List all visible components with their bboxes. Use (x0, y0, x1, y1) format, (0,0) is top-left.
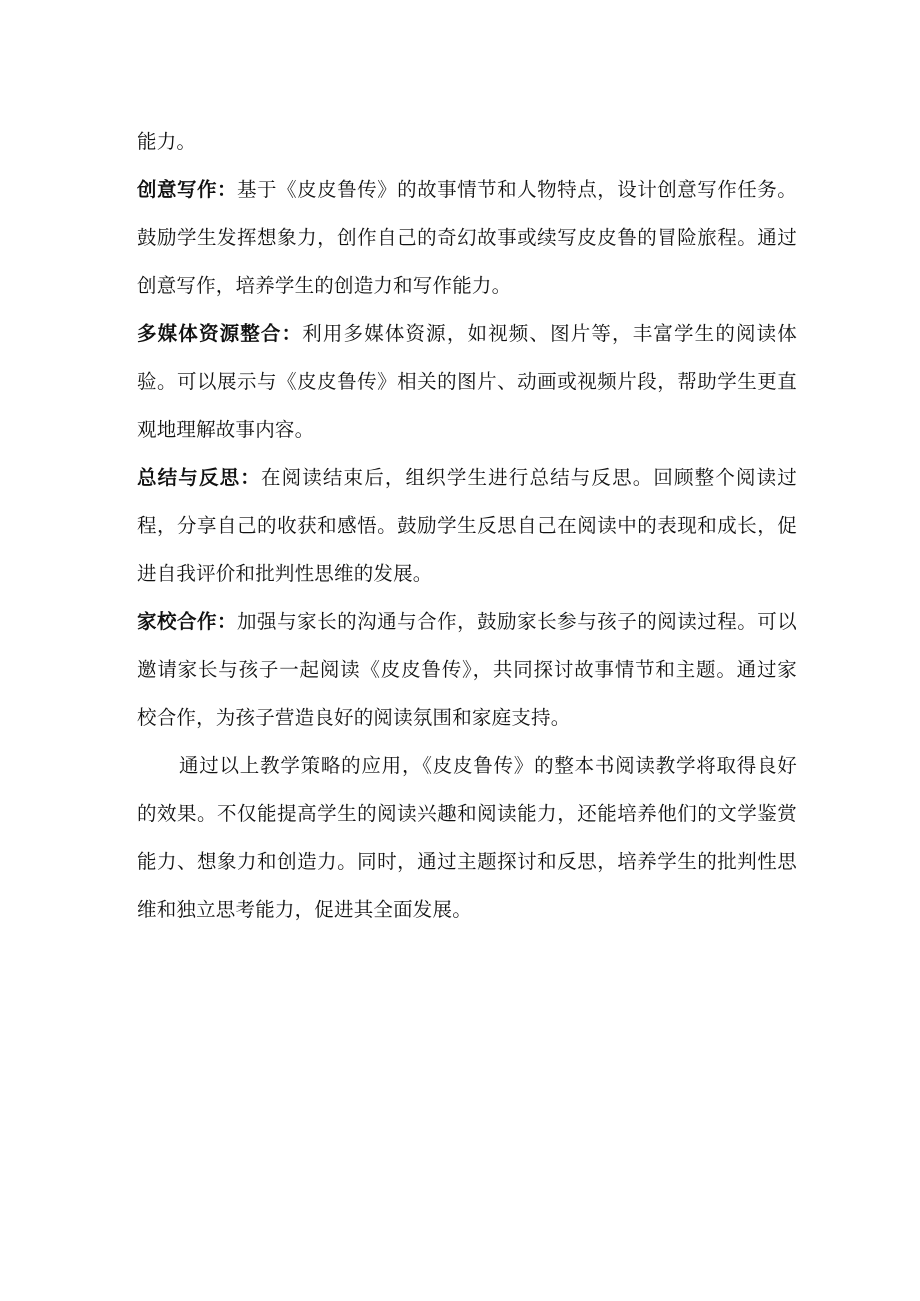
paragraph-text: 基于《皮皮鲁传》的故事情节和人物特点，设计创意写作任务。鼓励学生发挥想象力，创作自己的奇幻故事或续写皮皮鲁的冒险旅程。通过创意写作，培养学生的创造力和写作能力。 (137, 178, 797, 297)
paragraph-text: 在阅读结束后，组织学生进行总结与反思。回顾整个阅读过程，分享自己的收获和感悟。鼓励学生反思自己在阅读中的表现和成长，促进自我评价和批判性思维的发展。 (137, 466, 798, 585)
paragraph-continuation (137, 118, 797, 166)
paragraph-term: 家校合作： (137, 610, 238, 633)
paragraph-multimedia (137, 310, 797, 454)
paragraph-conclusion (137, 742, 797, 934)
document-body (137, 118, 797, 934)
paragraph-summary-reflection (137, 454, 797, 598)
paragraph-home-school (137, 598, 797, 742)
paragraph-text: 通过以上教学策略的应用，《皮皮鲁传》的整本书阅读教学将取得良好的效果。不仅能提高学生的阅读兴趣和阅读能力，还能培养他们的文学鉴赏能力、想象力和创造力。同时，通过主题探讨和反思，培养学生的批判性思维和独立思考能力，促进其全面发展。 (137, 754, 797, 921)
paragraph-term: 创意写作： (137, 178, 238, 201)
paragraph-creative-writing (137, 166, 797, 310)
paragraph-text: 加强与家长的沟通与合作，鼓励家长参与孩子的阅读过程。可以邀请家长与孩子一起阅读《皮皮鲁传》，共同探讨故事情节和主题。通过家校合作，为孩子营造良好的阅读氛围和家庭支持。 (137, 610, 797, 729)
paragraph-term: 多媒体资源整合： (137, 322, 303, 345)
paragraph-text: 能力。 (137, 130, 197, 153)
paragraph-term: 总结与反思： (137, 466, 261, 489)
paragraph-text: 利用多媒体资源，如视频、图片等，丰富学生的阅读体验。可以展示与《皮皮鲁传》相关的图片、动画或视频片段，帮助学生更直观地理解故事内容。 (137, 322, 797, 441)
